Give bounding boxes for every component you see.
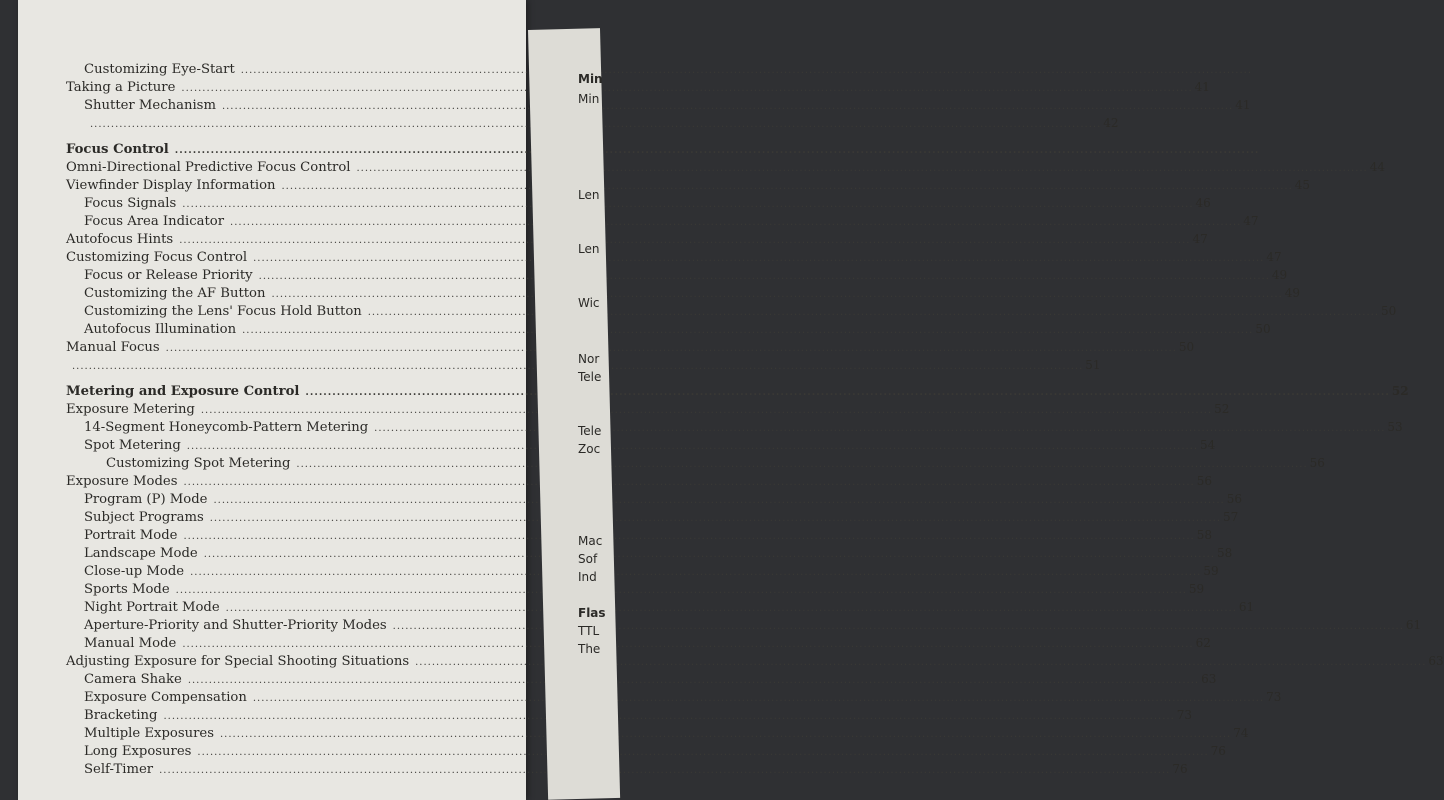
- toc-page-number: 58: [1216, 546, 1233, 560]
- toc-page-number: 49: [1271, 268, 1288, 282]
- toc-entry-label: Exposure Modes: [66, 474, 178, 489]
- toc-entry-label: Bracketing: [84, 708, 158, 723]
- toc-entry-label: Spot Metering: [84, 438, 181, 453]
- right-page-text-fragment: Zoc: [578, 442, 601, 456]
- toc-page-number: 61: [1238, 600, 1255, 614]
- toc-page-number: 58: [1196, 528, 1212, 542]
- toc-page-number: 44: [1369, 160, 1386, 174]
- toc-entry: [66, 304, 1397, 322]
- dot-leader: [190, 567, 1201, 578]
- toc-page-number: 49: [1284, 286, 1301, 300]
- right-page-text-fragment: Ind: [578, 570, 597, 584]
- right-page-text-fragment: Flas: [578, 606, 606, 620]
- toc-entry-label: Focus or Release Priority: [84, 268, 253, 283]
- toc-page-number: 73: [1266, 690, 1282, 704]
- toc-page-number: 76: [1172, 762, 1188, 776]
- toc-page-number: 47: [1243, 214, 1259, 228]
- toc-entry-label: Taking a Picture: [66, 80, 176, 95]
- right-page-text-fragment: Min: [578, 72, 603, 86]
- toc-page-number: 52: [1214, 402, 1230, 416]
- toc-entry-label: Manual Mode: [84, 636, 177, 651]
- toc-entry: [66, 726, 1249, 744]
- toc-entry: [66, 654, 1444, 672]
- toc-page-number: 41: [1194, 80, 1210, 94]
- dot-leader: [230, 217, 1241, 228]
- toc-entry-label: Customizing the Lens' Focus Hold Button: [84, 304, 362, 319]
- right-page-text-fragment: Tele: [578, 424, 602, 438]
- toc-page-number: 41: [1235, 98, 1251, 112]
- dot-leader: [220, 729, 1231, 740]
- dot-leader: [159, 765, 1170, 776]
- dot-leader: [210, 513, 1221, 524]
- toc-page-number: 47: [1192, 232, 1208, 246]
- right-page-text-fragment: Sof: [578, 552, 598, 566]
- toc-entry-label: Manual Focus: [66, 340, 160, 355]
- toc-entry-label: Landscape Mode: [84, 546, 198, 561]
- toc-entry-label: Close-up Mode: [84, 564, 185, 579]
- dot-leader: [374, 423, 1385, 434]
- toc-entry-label: Focus Control: [66, 142, 169, 157]
- toc-entry-label: Adjusting Exposure for Special Shooting Situations: [66, 654, 410, 669]
- toc-entry-label: Portrait Mode: [84, 528, 178, 543]
- toc-section-heading: [66, 142, 512, 160]
- right-page-text-fragment: Nor: [578, 352, 600, 366]
- toc-page-number: 73: [1176, 708, 1193, 722]
- toc-entry-label: Sports Mode: [84, 582, 170, 597]
- toc-entry-label: Program (P) Mode: [84, 492, 208, 507]
- right-page-text-fragment: The: [578, 642, 601, 656]
- toc-page-number: 52: [1391, 384, 1409, 398]
- section-gap: [66, 376, 512, 384]
- dot-leader: [201, 405, 1212, 416]
- toc-entry: [66, 214, 1259, 232]
- toc-entry-label: Self-Timer: [84, 762, 154, 777]
- toc-entry-label: Viewfinder Display Information: [66, 178, 276, 193]
- dot-leader: [197, 747, 1208, 758]
- dot-leader: [222, 101, 1233, 112]
- toc-entry: [66, 80, 1210, 98]
- toc-page-number: 42: [1103, 116, 1119, 130]
- toc-page-number: 54: [1200, 438, 1216, 452]
- toc-page-number: 50: [1178, 340, 1195, 354]
- toc-page-number: 59: [1203, 564, 1219, 578]
- toc-entry: [66, 492, 1242, 510]
- dot-leader: [253, 693, 1264, 704]
- dot-leader: [213, 495, 1224, 506]
- toc-page-number: 76: [1210, 744, 1226, 758]
- toc-entry-label: Shutter Mechanism: [84, 98, 216, 113]
- toc-page-number: 56: [1226, 492, 1242, 506]
- toc-entry-label: Camera Shake: [84, 672, 182, 687]
- toc-entry-label: 14-Segment Honeycomb-Pattern Metering: [84, 420, 369, 435]
- toc-page-number: 56: [1196, 474, 1212, 488]
- toc-page-number: 51: [1085, 358, 1101, 372]
- dot-leader: [187, 441, 1198, 452]
- dot-leader: [368, 307, 1379, 318]
- toc-page-number: 61: [1405, 618, 1422, 632]
- toc-page-number: 57: [1223, 510, 1239, 524]
- toc-entry-label: Customizing the AF Button: [84, 286, 266, 301]
- dot-leader: [166, 343, 1177, 354]
- dot-leader: [183, 531, 1194, 542]
- toc-page-number: 62: [1195, 636, 1211, 650]
- right-page-text-fragment: Mac: [578, 534, 603, 548]
- toc-entry: [66, 196, 1211, 214]
- dot-leader: [181, 83, 1192, 94]
- toc-page-number: 53: [1387, 420, 1403, 434]
- toc-page-number: 46: [1195, 196, 1211, 210]
- toc-entry: [66, 690, 1282, 708]
- toc-entry-label: Subject Programs: [84, 510, 204, 525]
- toc-entry: [66, 62, 512, 80]
- right-page-text-fragment: Min: [578, 92, 600, 106]
- toc-page-number: 56: [1309, 456, 1325, 470]
- dot-leader: [183, 477, 1194, 488]
- dot-leader: [356, 163, 1367, 174]
- toc-entry-label: Exposure Compensation: [84, 690, 247, 705]
- toc-page-number: 45: [1294, 178, 1311, 192]
- toc-entry-label: Multiple Exposures: [84, 726, 214, 741]
- toc-entry: [66, 510, 1239, 528]
- toc-page-number: 63: [1201, 672, 1217, 686]
- toc-entry: [66, 456, 1325, 474]
- toc-page-number: 47: [1266, 250, 1282, 264]
- dot-leader: [271, 289, 1282, 300]
- toc-entry-label: Long Exposures: [84, 744, 192, 759]
- toc-entry: [66, 402, 1230, 420]
- toc-entry-label: Customizing Focus Control: [66, 250, 248, 265]
- toc-page-number: 50: [1255, 322, 1271, 336]
- toc-entry: [66, 322, 1271, 340]
- toc-entry-label: Omni-Directional Predictive Focus Control: [66, 160, 351, 175]
- toc-entry: [66, 672, 1217, 690]
- right-page-text-fragment: Len: [578, 242, 600, 256]
- dot-leader: [282, 181, 1293, 192]
- toc-entry-label: Customizing Spot Metering: [106, 456, 291, 471]
- toc-entry-label: Customizing Eye-Start: [84, 62, 235, 77]
- toc-entry-label: Exposure Metering: [66, 402, 195, 417]
- toc-entry-label: Autofocus Hints: [66, 232, 174, 247]
- toc-entry-label: Metering and Exposure Control: [66, 384, 300, 399]
- toc-entry: [66, 762, 1188, 780]
- section-gap: [66, 134, 512, 142]
- toc-entry-label: Focus Area Indicator: [84, 214, 225, 229]
- dot-leader: [176, 585, 1187, 596]
- toc-page-number: 74: [1233, 726, 1249, 740]
- dot-leader: [204, 549, 1215, 560]
- dot-leader: [296, 459, 1307, 470]
- toc-entry-label: Night Portrait Mode: [84, 600, 220, 615]
- toc-page-number: 59: [1188, 582, 1205, 596]
- dot-leader: [182, 199, 1193, 210]
- right-page-text-fragment: Tele: [578, 370, 602, 384]
- dot-leader: [305, 387, 1390, 398]
- toc-page-number: 63: [1428, 654, 1444, 668]
- dot-leader: [188, 675, 1199, 686]
- dot-leader: [164, 711, 1175, 722]
- toc-entry: [66, 160, 1386, 178]
- right-page-text-fragment: Wic: [578, 296, 600, 310]
- toc-entry-label: Autofocus Illumination: [84, 322, 237, 337]
- dot-leader: [259, 271, 1270, 282]
- toc-entry: [66, 116, 1119, 134]
- toc-entry: [66, 582, 1205, 600]
- toc-page-number: 50: [1381, 304, 1397, 318]
- toc-entry-label: Aperture-Priority and Shutter-Priority Modes: [84, 618, 387, 633]
- toc-entry: [66, 268, 1288, 286]
- toc-section-heading: [66, 384, 1409, 402]
- dot-leader: [242, 325, 1253, 336]
- toc-entry: [66, 744, 1226, 762]
- toc-entry: [66, 474, 1212, 492]
- toc-entry: [66, 250, 1282, 268]
- toc-entry: [66, 340, 1195, 358]
- dot-leader: [241, 65, 1252, 76]
- right-page-text-fragment: Len: [578, 188, 600, 202]
- dot-leader: [182, 639, 1193, 650]
- right-page-text-fragment: TTL: [578, 624, 600, 638]
- dot-leader: [253, 253, 1264, 264]
- toc-entry-label: Focus Signals: [84, 196, 177, 211]
- dot-leader: [175, 145, 1260, 156]
- dot-leader: [226, 603, 1237, 614]
- dot-leader: [179, 235, 1190, 246]
- toc-entry: [66, 708, 1193, 726]
